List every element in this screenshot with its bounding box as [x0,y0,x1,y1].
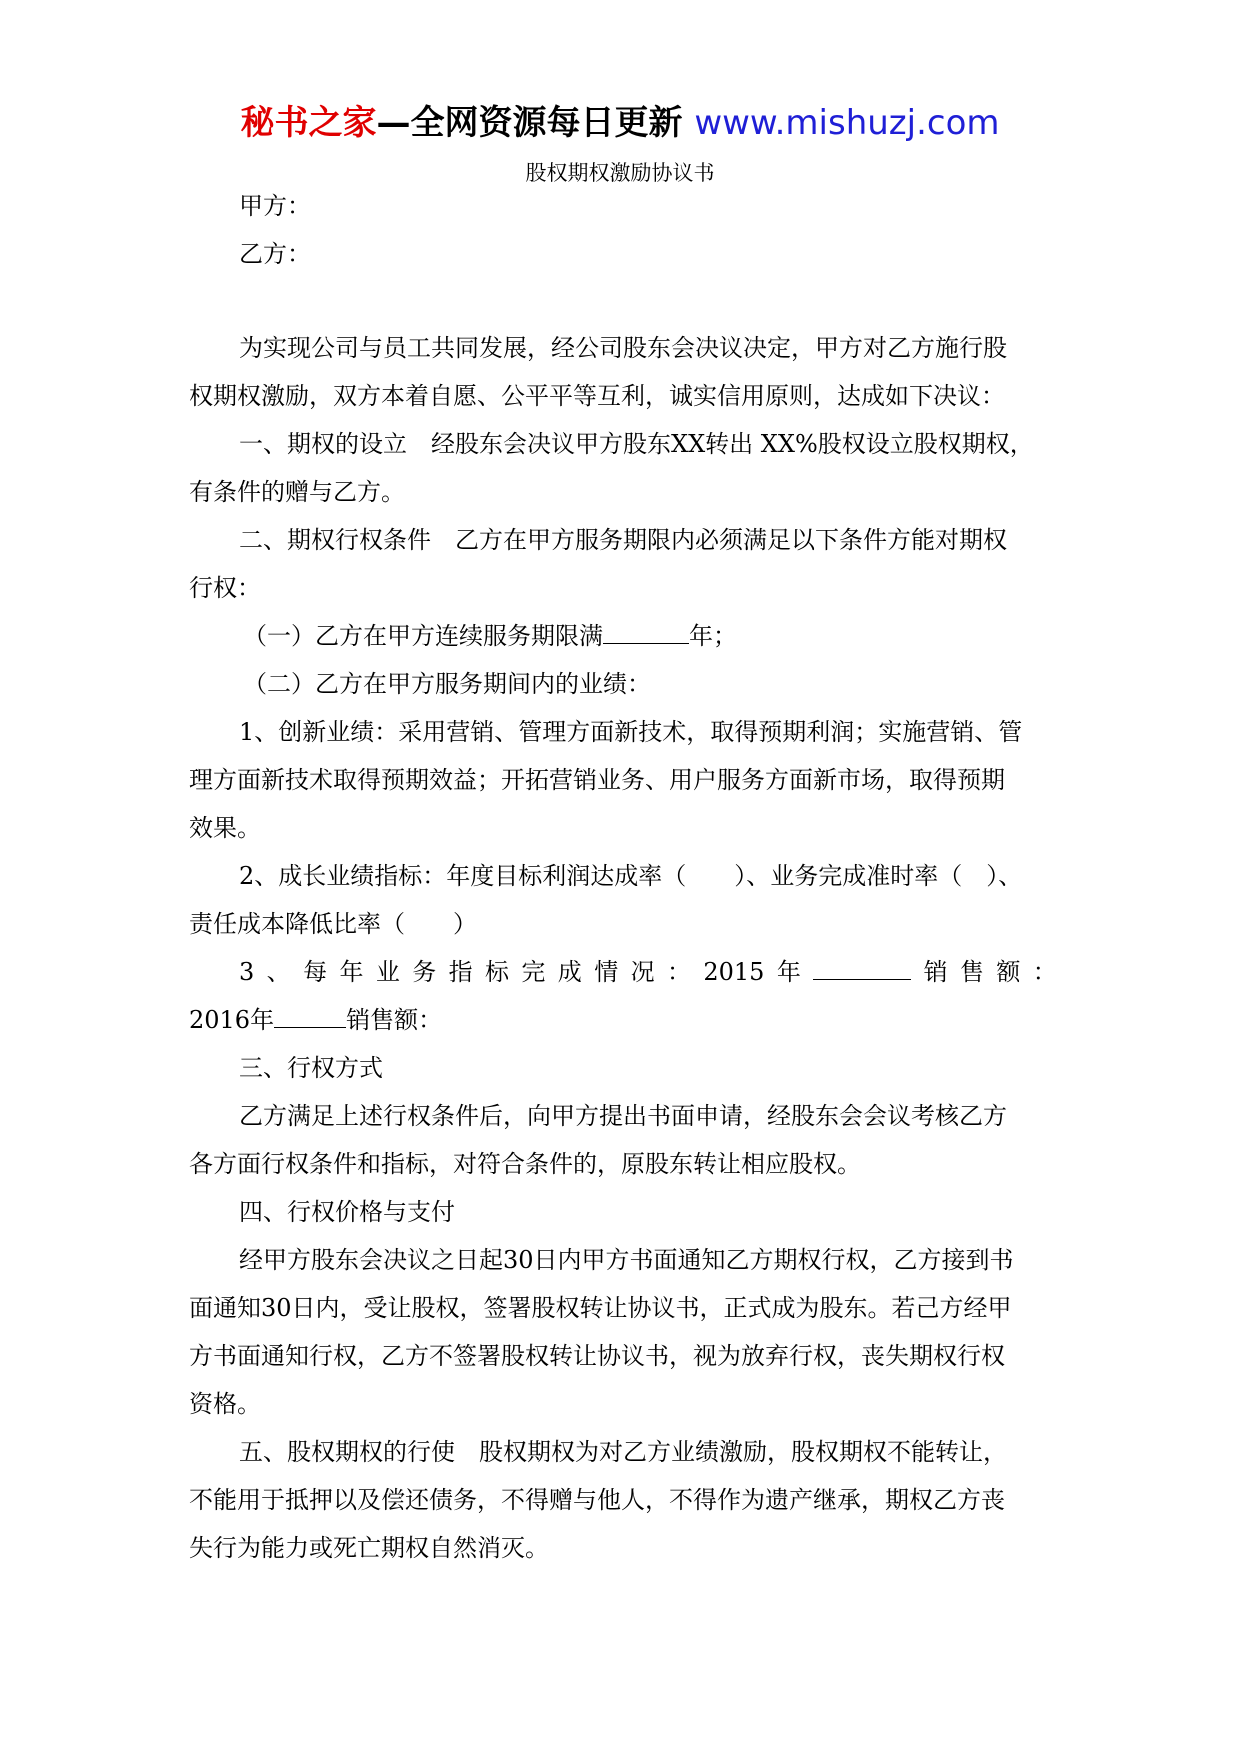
section1-line-1: 一、期权的设立 经股东会决议甲方股东XX转出 XX%股权设立股权期权， [239,430,1034,458]
item3-token: 完 [521,958,546,986]
item3-line-2-prefix: 2016年 [189,1006,275,1034]
intro-line-2: 权期权激励，双方本着自愿、公平平等互利，诚实信用原则，达成如下决议： [189,382,1005,410]
item1-line-3: 效果。 [189,814,261,842]
item3-token: 年 [339,958,364,986]
section3-title: 三、行权方式 [239,1054,383,1082]
item3-token: 售 [960,958,984,986]
item3-token: 指 [448,958,473,986]
condition-2: （二）乙方在甲方服务期间内的业绩： [243,670,651,698]
item3-token: 销 [923,958,948,986]
item3-token: 业 [375,958,400,986]
item3-token: 、 [266,958,291,986]
item2-line-1: 2、成长业绩指标：年度目标利润达成率（ ）、业务完成准时率（ ）、 [239,862,1023,890]
item3-token: 额 [996,958,1021,986]
intro-line-1: 为实现公司与员工共同发展，经公司股东会决议决定，甲方对乙方施行股 [239,334,1007,362]
section5-line-3: 失行为能力或死亡期权自然消灭。 [189,1534,549,1562]
section2-line-1: 二、期权行权条件 乙方在甲方服务期限内必须满足以下条件方能对期权 [239,526,1007,554]
section3-line-2: 各方面行权条件和指标，对符合条件的，原股东转让相应股权。 [189,1150,861,1178]
section2-line-2: 行权： [189,574,261,602]
section4-line-2: 面通知30日内，受让股权，签署股权转让协议书，正式成为股东。若己方经甲 [189,1294,1012,1322]
item3-token: 况 [630,958,655,986]
banner-brand: 秘书之家 [240,103,377,143]
item3-line-2 [189,996,1057,1044]
condition-1-suffix: 年； [689,622,737,650]
section1-line-2: 有条件的赠与乙方。 [189,478,405,506]
item3-token: 标 [485,958,510,986]
party-a-label: 甲方： [239,192,311,220]
item3-token: ： [1032,958,1057,986]
section4-title: 四、行权价格与支付 [239,1198,455,1226]
blank-spacer [189,278,1057,324]
item1-line-2: 理方面新技术取得预期效益；开拓营销业务、用户服务方面新市场，取得预期 [189,766,1005,794]
condition-1-text: （一）乙方在甲方连续服务期限满 [243,622,603,650]
years-blank-field [603,623,689,644]
document-title: 股权期权激励协议书 [525,161,715,185]
item3-line-1 [189,948,1057,996]
item3-line-2-suffix: 销售额： [346,1006,443,1034]
item3-token: 成 [557,958,582,986]
section5-line-2: 不能用于抵押以及偿还债务，不得赠与他人，不得作为遗产继承，期权乙方丧 [189,1486,1005,1514]
party-b-label: 乙方： [239,240,311,268]
condition-1 [189,612,1057,660]
item3-token: 2015 [703,958,765,986]
item3-token: 每 [303,958,328,986]
sales-2015-blank-field [813,959,911,980]
sales-2016-blank-field [274,1007,346,1028]
item2-line-2: 责任成本降低比率（ ） [189,910,477,938]
item1-line-1: 1、创新业绩：采用营销、管理方面新技术，取得预期利润；实施营销、管 [239,718,1023,746]
item3-token: 年 [776,958,801,986]
item3-token: 务 [412,958,437,986]
section5-line-1: 五、股权期权的行使 股权期权为对乙方业绩激励，股权期权不能转让， [239,1438,1007,1466]
site-banner [0,98,1240,148]
banner-url-link[interactable]: www.mishuzj.com [694,103,1000,143]
section4-line-3: 方书面通知行权，乙方不签署股权转让协议书，视为放弃行权，丧失期权行权 [189,1342,1005,1370]
banner-tagline: —全网资源每日更新 [376,103,695,143]
document-body [189,182,1057,1572]
section4-line-1: 经甲方股东会决议之日起30日内甲方书面通知乙方期权行权，乙方接到书 [239,1246,1014,1274]
section4-line-4: 资格。 [189,1390,261,1418]
section3-line-1: 乙方满足上述行权条件后，向甲方提出书面申请，经股东会会议考核乙方 [239,1102,1007,1130]
item3-token: 情 [594,958,619,986]
item3-token: ： [666,958,691,986]
item3-token: 3 [239,958,255,986]
